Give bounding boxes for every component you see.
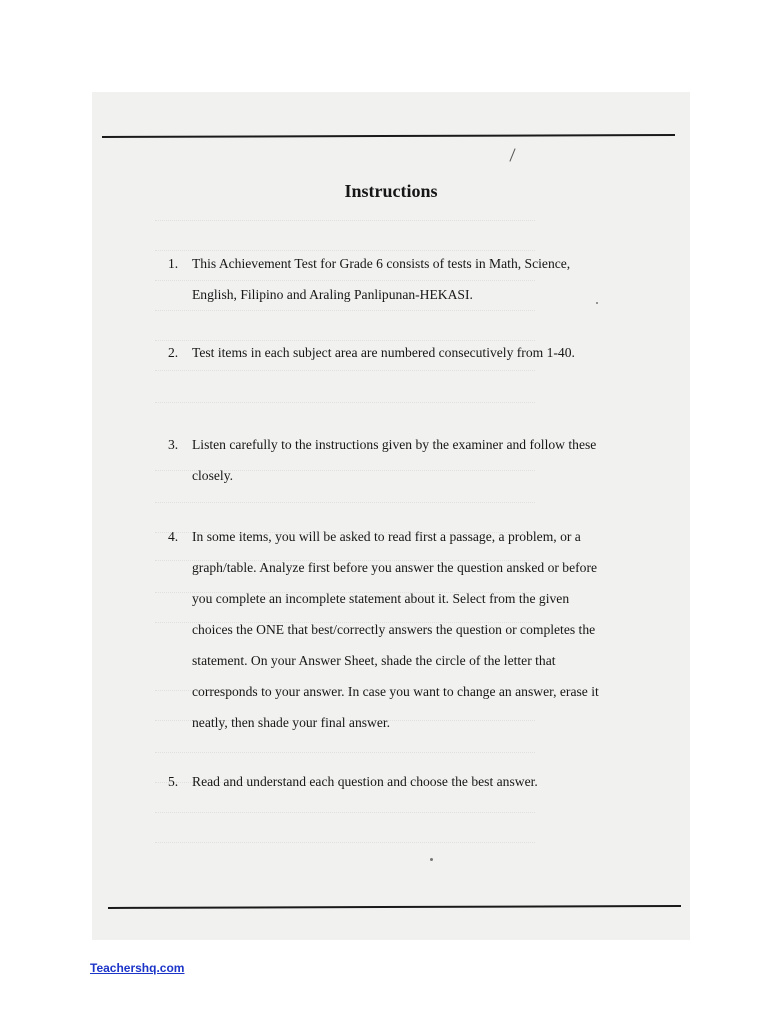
list-item [168,766,618,797]
list-item [168,521,618,738]
item-number: 5. [168,774,179,789]
item-text: Listen carefully to the instructions given by the examiner and follow these closely. [192,437,597,483]
item-number: 2. [168,345,179,360]
item-text: Read and understand each question and choose the best answer. [192,774,538,789]
teachershq-link[interactable]: Teachershq.com [90,961,185,975]
scan-speck [430,858,433,861]
item-number: 4. [168,529,179,544]
page-title: Instructions [344,181,438,201]
item-number: 1. [168,256,179,271]
list-item [168,429,618,491]
item-text: Test items in each subject area are numbered consecutively from 1-40. [192,345,575,360]
item-text: This Achievement Test for Grade 6 consists of tests in Math, Science, English, Filipino and Araling Panlipunan-HEKASI. [192,256,571,302]
list-item [168,337,618,368]
scan-speck [596,302,598,304]
list-item [168,248,618,310]
item-text: In some items, you will be asked to read first a passage, a problem, or a graph/table. Analyze first before you answer the question ansked or before you complete an incomplete statement about it. Select from the given choices the ONE that best/correctly answers the question or completes the statement. On your Answer Sheet, shade the circle of the letter that corresponds to your answer. In case you want to change an answer, erase it neatly, then shade your final answer. [192,529,599,730]
item-number: 3. [168,437,179,452]
